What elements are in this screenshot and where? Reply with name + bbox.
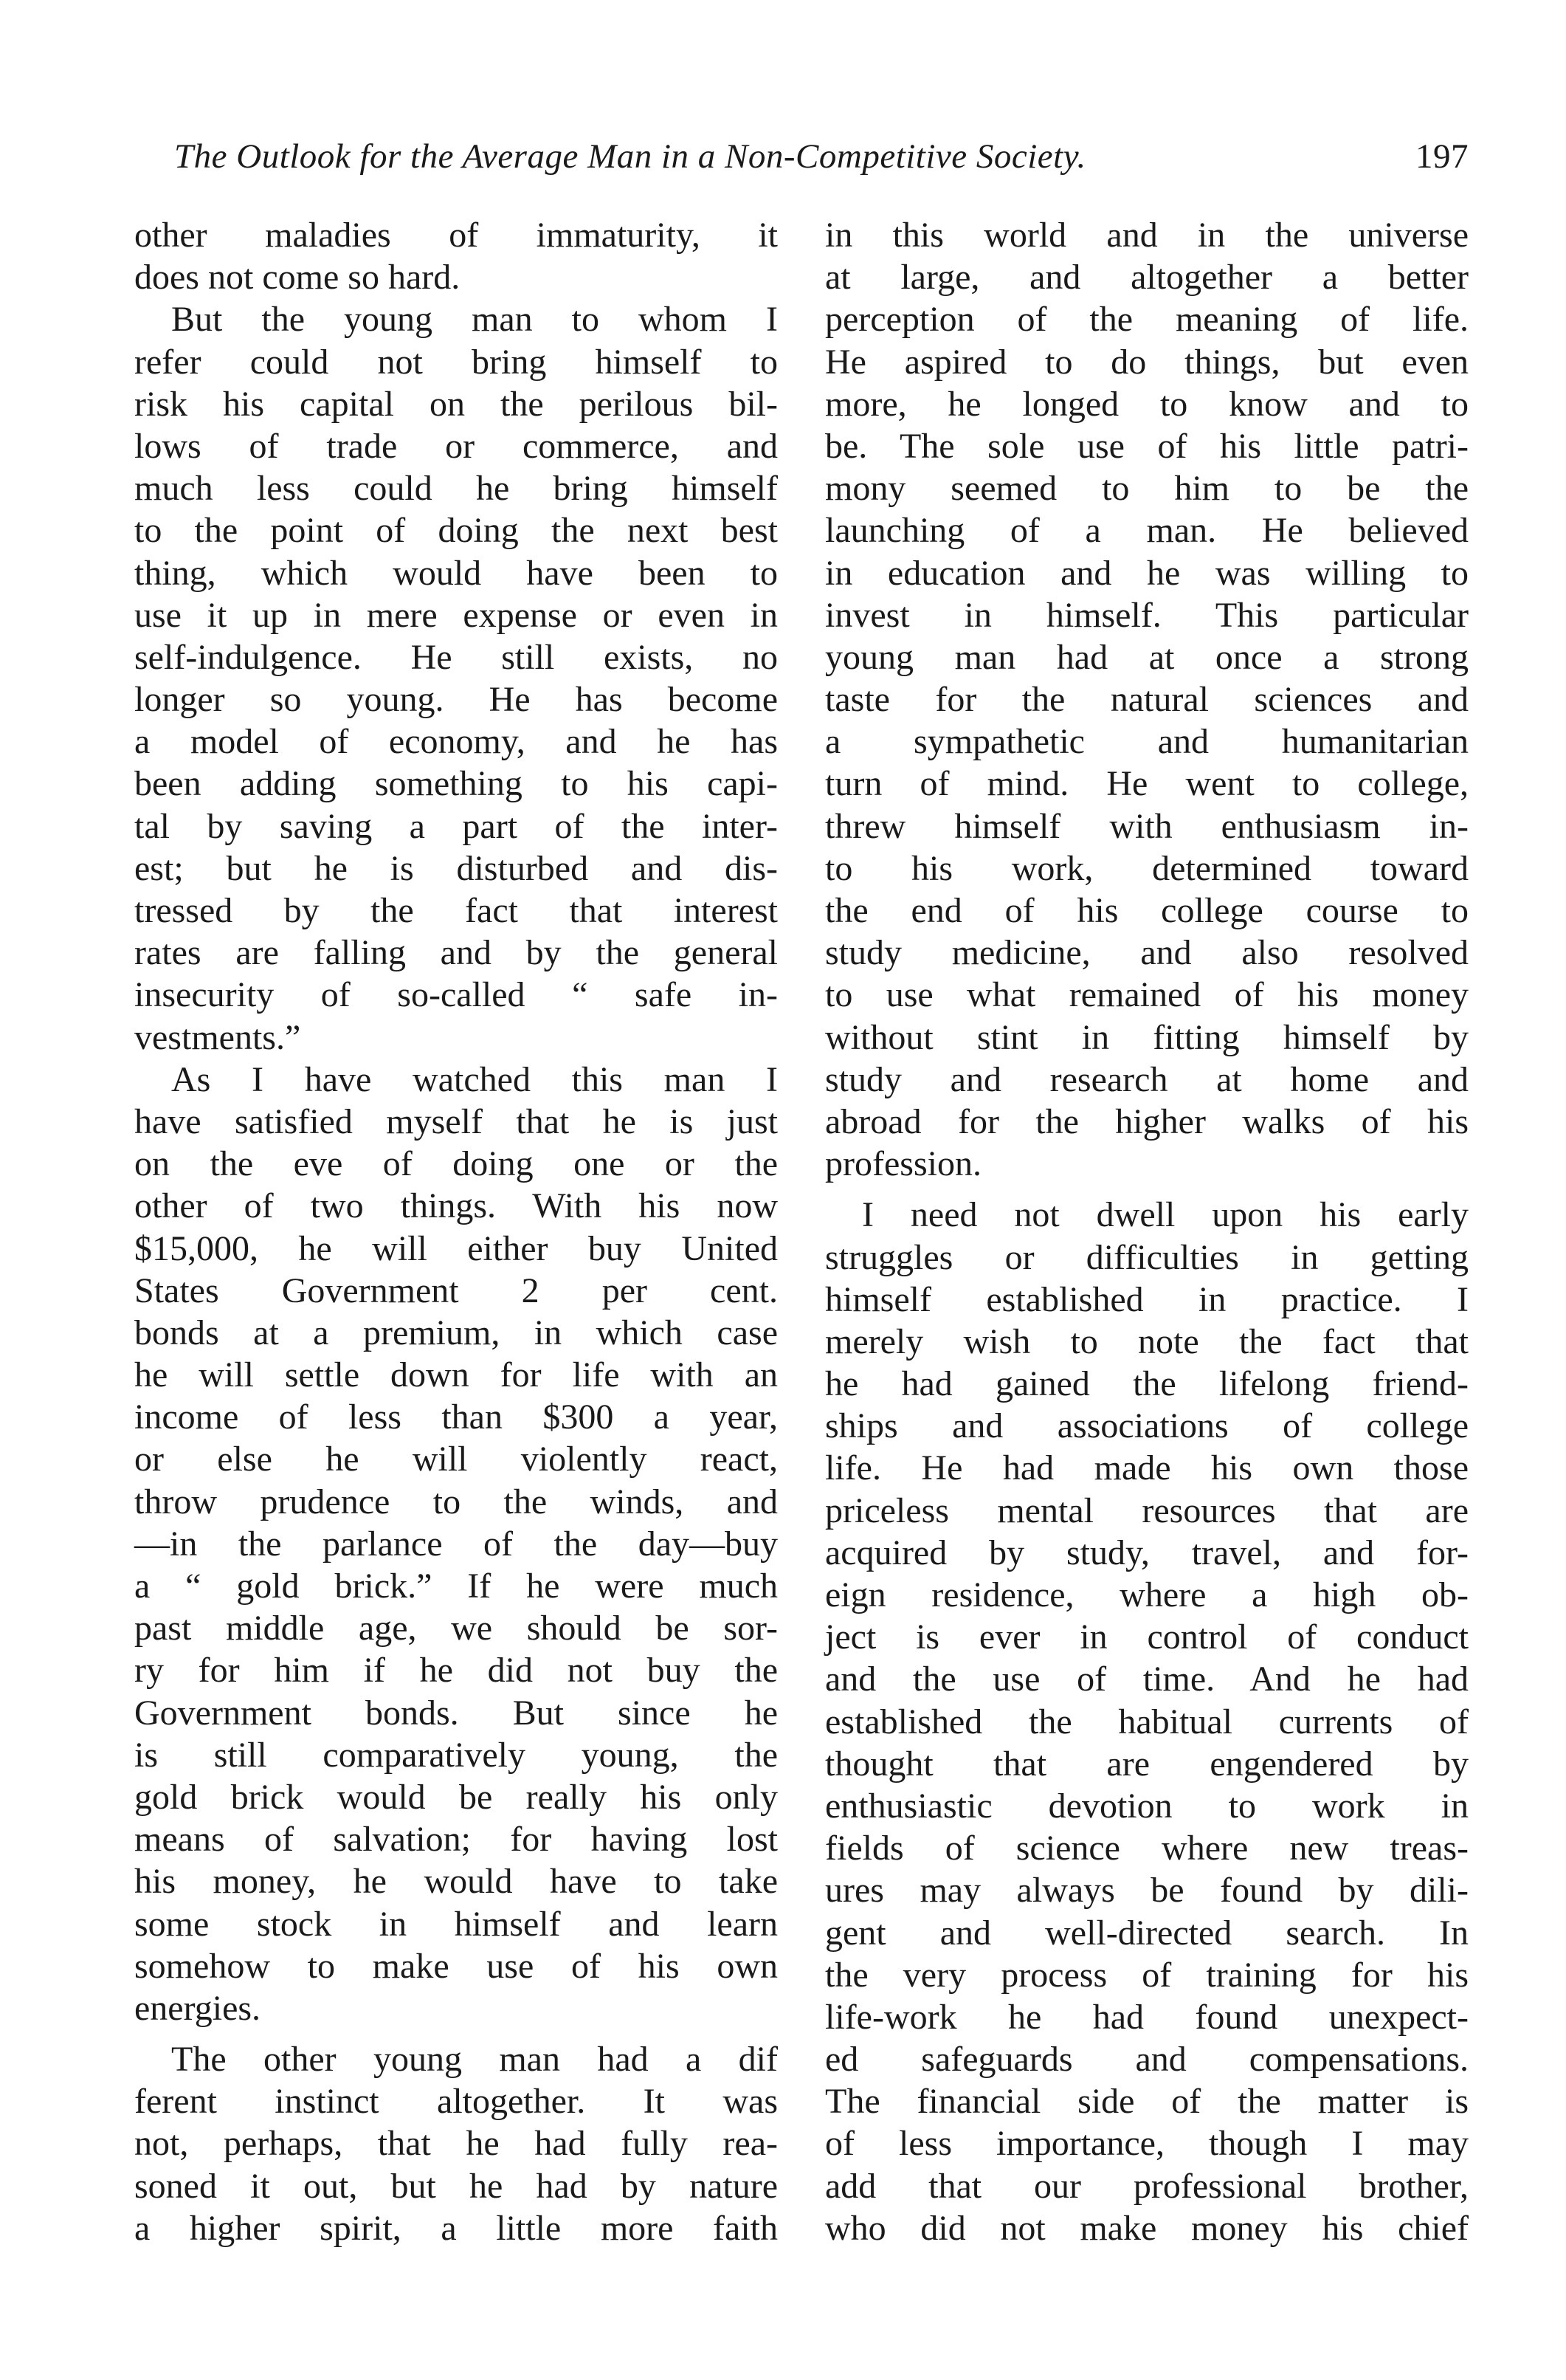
text-line: not, perhaps, that he had fully rea- bbox=[134, 2124, 778, 2164]
running-head bbox=[174, 133, 1469, 180]
text-line: I need not dwell upon his early bbox=[862, 1195, 1469, 1235]
text-line: does not come so hard. bbox=[134, 258, 461, 298]
text-line: past middle age, we should be sor- bbox=[134, 1609, 778, 1648]
text-line: threw himself with enthusiasm in- bbox=[825, 806, 1469, 846]
text-line: ed safeguards and compensations. bbox=[825, 2040, 1469, 2080]
text-line: But the young man to whom I bbox=[171, 300, 778, 340]
text-line: life. He had made his own those bbox=[825, 1448, 1469, 1488]
text-line: eign residence, where a high ob- bbox=[825, 1575, 1469, 1614]
text-line: abroad for the higher walks of his bbox=[825, 1101, 1469, 1141]
text-line: The financial side of the matter is bbox=[825, 2082, 1469, 2122]
text-line: study medicine, and also resolved bbox=[825, 933, 1469, 973]
text-line: The other young man had a dif bbox=[171, 2040, 778, 2080]
right-column bbox=[825, 214, 1469, 2249]
text-line: other of two things. With his now bbox=[134, 1186, 778, 1226]
text-line: taste for the natural sciences and bbox=[825, 680, 1469, 720]
text-line: more, he longed to know and to bbox=[825, 384, 1469, 424]
running-title: The Outlook for the Average Man in a Non-Competitive Society. bbox=[174, 137, 1086, 176]
text-line: Government bonds. But since he bbox=[134, 1693, 778, 1733]
text-line: somehow to make use of his own bbox=[134, 1946, 778, 1986]
text-line: ships and associations of college bbox=[825, 1406, 1469, 1446]
text-line: States Government 2 per cent. bbox=[134, 1270, 778, 1310]
text-line: acquired by study, travel, and for- bbox=[825, 1533, 1469, 1572]
text-line: the very process of training for his bbox=[825, 1955, 1469, 1995]
text-line: est; but he is disturbed and dis- bbox=[134, 848, 778, 888]
text-line: profession. bbox=[825, 1144, 982, 1184]
text-line: his money, he would have to take bbox=[134, 1862, 778, 1902]
text-line: to his work, determined toward bbox=[825, 848, 1469, 888]
text-line: bonds at a premium, in which case bbox=[134, 1313, 778, 1352]
text-line: lows of trade or commerce, and bbox=[134, 426, 778, 466]
text-line: rates are falling and by the general bbox=[134, 933, 778, 973]
text-line: fields of science where new treas- bbox=[825, 1829, 1469, 1868]
text-line: some stock in himself and learn bbox=[134, 1904, 778, 1944]
left-column bbox=[134, 214, 778, 2249]
text-line: other maladies of immaturity, it bbox=[134, 216, 778, 255]
text-line: without stint in fitting himself by bbox=[825, 1017, 1469, 1057]
text-line: on the eve of doing one or the bbox=[134, 1144, 778, 1184]
text-line: study and research at home and bbox=[825, 1059, 1469, 1099]
text-line: launching of a man. He believed bbox=[825, 511, 1469, 551]
text-line: use it up in mere expense or even in bbox=[134, 595, 778, 635]
text-line: to the point of doing the next best bbox=[134, 511, 778, 551]
page-number: 197 bbox=[1415, 137, 1469, 176]
text-line: throw prudence to the winds, and bbox=[134, 1482, 778, 1521]
text-line: turn of mind. He went to college, bbox=[825, 764, 1469, 804]
text-line: vestments.” bbox=[134, 1017, 301, 1057]
text-line: energies. bbox=[134, 1988, 261, 2028]
text-line: in education and he was willing to bbox=[825, 553, 1469, 593]
text-line: be. The sole use of his little patri- bbox=[825, 426, 1469, 466]
text-line: invest in himself. This particular bbox=[825, 595, 1469, 635]
text-line: is still comparatively young, the bbox=[134, 1735, 778, 1775]
text-line: in this world and in the universe bbox=[825, 216, 1469, 255]
text-line: a model of economy, and he has bbox=[134, 722, 778, 762]
text-line: longer so young. He has become bbox=[134, 680, 778, 720]
text-line: ject is ever in control of conduct bbox=[825, 1617, 1469, 1657]
text-line: gold brick would be really his only bbox=[134, 1777, 778, 1817]
text-line: He aspired to do things, but even bbox=[825, 342, 1469, 382]
text-line: risk his capital on the perilous bil- bbox=[134, 384, 778, 424]
text-line: a higher spirit, a little more faith bbox=[134, 2208, 778, 2248]
text-line: of less importance, though I may bbox=[825, 2124, 1469, 2164]
text-line: ferent instinct altogether. It was bbox=[134, 2082, 778, 2122]
text-line: himself established in practice. I bbox=[825, 1279, 1469, 1319]
text-line: income of less than $300 a year, bbox=[134, 1397, 778, 1437]
text-line: tressed by the fact that interest bbox=[134, 891, 778, 930]
text-line: thought that are engendered by bbox=[825, 1744, 1469, 1784]
text-line: have satisfied myself that he is just bbox=[134, 1101, 778, 1141]
text-line: gent and well-directed search. In bbox=[825, 1913, 1469, 1953]
text-line: ry for him if he did not buy the bbox=[134, 1651, 778, 1691]
text-line: soned it out, but he had by nature bbox=[134, 2166, 778, 2206]
text-line: he had gained the lifelong friend- bbox=[825, 1364, 1469, 1404]
text-line: or else he will violently react, bbox=[134, 1440, 778, 1479]
text-line: enthusiastic devotion to work in bbox=[825, 1786, 1469, 1826]
text-line: a “ gold brick.” If he were much bbox=[134, 1566, 778, 1606]
text-line: mony seemed to him to be the bbox=[825, 469, 1469, 509]
text-line: who did not make money his chief bbox=[825, 2208, 1469, 2248]
text-line: young man had at once a strong bbox=[825, 637, 1469, 677]
text-line: refer could not bring himself to bbox=[134, 342, 778, 382]
text-line: a sympathetic and humanitarian bbox=[825, 722, 1469, 762]
text-line: and the use of time. And he had bbox=[825, 1660, 1469, 1699]
text-line: merely wish to note the fact that bbox=[825, 1321, 1469, 1361]
text-line: much less could he bring himself bbox=[134, 469, 778, 509]
text-line: ures may always be found by dili- bbox=[825, 1871, 1469, 1910]
text-line: at large, and altogether a better bbox=[825, 258, 1469, 298]
text-line: means of salvation; for having lost bbox=[134, 1820, 778, 1860]
text-line: life-work he had found unexpect- bbox=[825, 1997, 1469, 2037]
text-line: priceless mental resources that are bbox=[825, 1490, 1469, 1530]
text-line: the end of his college course to bbox=[825, 891, 1469, 930]
text-line: self-indulgence. He still exists, no bbox=[134, 637, 778, 677]
text-line: $15,000, he will either buy United bbox=[134, 1228, 778, 1268]
text-line: —in the parlance of the day—buy bbox=[134, 1524, 778, 1564]
text-line: add that our professional brother, bbox=[825, 2166, 1469, 2206]
text-line: As I have watched this man I bbox=[171, 1059, 778, 1099]
text-line: been adding something to his capi- bbox=[134, 764, 778, 804]
text-line: established the habitual currents of bbox=[825, 1702, 1469, 1741]
text-line: tal by saving a part of the inter- bbox=[134, 806, 778, 846]
text-line: perception of the meaning of life. bbox=[825, 300, 1469, 340]
text-line: struggles or difficulties in getting bbox=[825, 1237, 1469, 1277]
text-line: to use what remained of his money bbox=[825, 975, 1469, 1015]
text-line: insecurity of so-called “ safe in- bbox=[134, 975, 778, 1015]
text-line: thing, which would have been to bbox=[134, 553, 778, 593]
text-line: he will settle down for life with an bbox=[134, 1355, 778, 1395]
